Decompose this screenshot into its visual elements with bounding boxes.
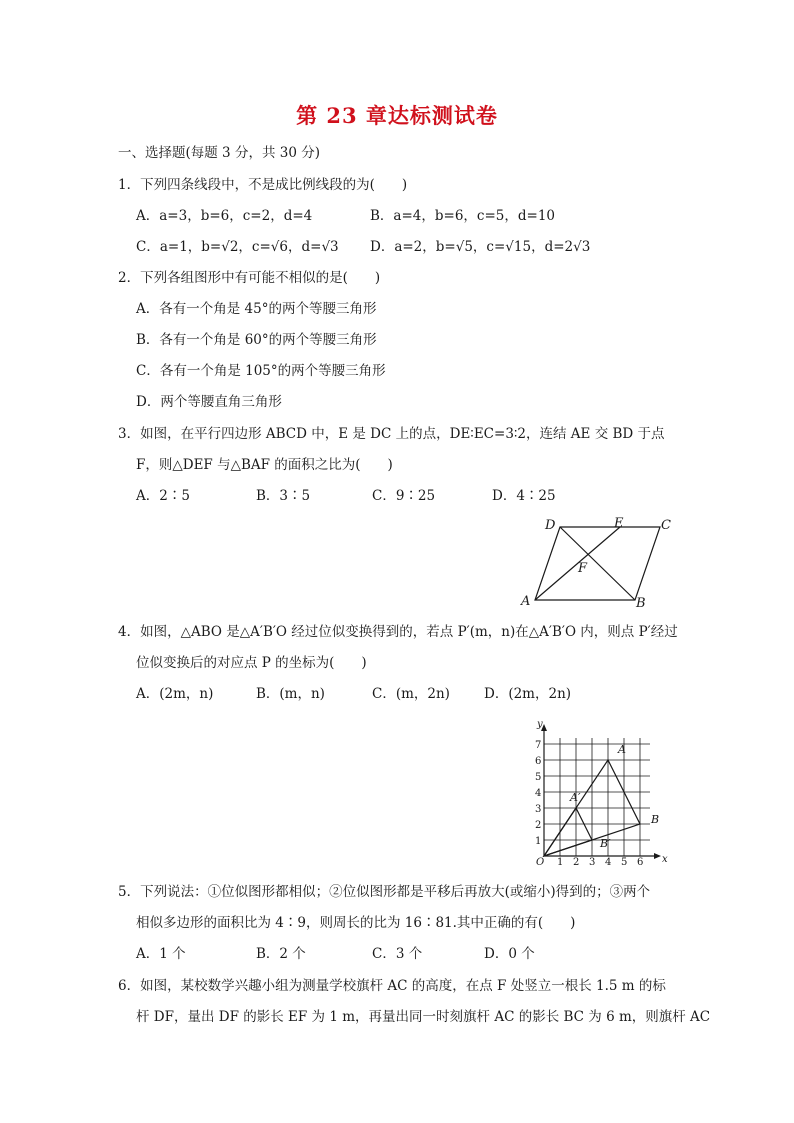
question-2-option-b: B．各有一个角是 60°的两个等腰三角形 bbox=[136, 332, 377, 348]
y-tick-label: 3 bbox=[535, 804, 542, 815]
question-2-option-c: C．各有一个角是 105°的两个等腰三角形 bbox=[136, 363, 386, 379]
question-4-stem-line-2: 位似变换后的对应点 P 的坐标为( ) bbox=[136, 655, 367, 671]
label-f: F bbox=[578, 561, 588, 576]
y-tick-label: 6 bbox=[535, 756, 542, 767]
question-3-option-c: C．9∶25 bbox=[372, 488, 436, 504]
question-2-option-d: D．两个等腰直角三角形 bbox=[136, 394, 282, 410]
question-5-option-d: D．0 个 bbox=[484, 946, 535, 962]
segment-bd bbox=[560, 527, 635, 600]
question-2-stem: 2．下列各组图形中有可能不相似的是( ) bbox=[118, 270, 381, 286]
x-tick-label: 2 bbox=[573, 857, 580, 865]
question-4-option-a: A．(2m，n) bbox=[136, 686, 214, 702]
point-a-label: A bbox=[618, 743, 626, 756]
origin-label: O bbox=[536, 857, 545, 865]
label-c: C bbox=[661, 518, 671, 533]
x-tick-label: 5 bbox=[621, 857, 628, 865]
question-3-option-d: D．4∶25 bbox=[492, 488, 556, 504]
label-b: B bbox=[636, 596, 646, 611]
triangle-a1b1o bbox=[544, 808, 592, 856]
y-tick-label: 1 bbox=[535, 836, 542, 847]
question-6-stem-line-1: 6．如图，某校数学兴趣小组为测量学校旗杆 AC 的高度，在点 F 处竖立一根长 1.5 m 的标 bbox=[118, 978, 666, 994]
question-5-option-a: A．1 个 bbox=[136, 946, 186, 962]
question-5-option-c: C．3 个 bbox=[372, 946, 423, 962]
question-1-stem: 1．下列四条线段中，不是成比例线段的为( ) bbox=[118, 177, 408, 193]
page-title: 第 23 章达标测试卷 bbox=[296, 103, 498, 128]
label-a: A bbox=[521, 594, 531, 609]
y-tick-label: 7 bbox=[535, 740, 542, 751]
question-5-stem-line-2: 相似多边形的面积比为 4∶9，则周长的比为 16∶81.其中正确的有( ) bbox=[136, 915, 576, 931]
question-6-stem-line-2: 杆 DF，量出 DF 的影长 EF 为 1 m，再量出同一时刻旗杆 AC 的影长 BC 为 6 m，则旗杆 AC bbox=[136, 1009, 711, 1025]
x-axis-label: x bbox=[662, 854, 668, 865]
x-tick-label: 4 bbox=[605, 857, 612, 865]
question-1-option-d: D．a=2，b=√5，c=√15，d=2√3 bbox=[370, 239, 591, 255]
point-a-prime-label: A′ bbox=[570, 791, 581, 804]
question-3-stem-line-2: F，则△DEF 与△BAF 的面积之比为( ) bbox=[136, 457, 393, 473]
question-4-option-d: D．(2m，2n) bbox=[484, 686, 572, 702]
y-tick-label: 2 bbox=[535, 820, 542, 831]
question-4-option-b: B．(m，n) bbox=[256, 686, 325, 702]
question-3-option-a: A．2∶5 bbox=[136, 488, 190, 504]
point-b-label: B bbox=[651, 813, 660, 826]
x-tick-label: 6 bbox=[637, 857, 644, 865]
question-4-option-c: C．(m，2n) bbox=[372, 686, 450, 702]
question-1-option-b: B．a=4，b=6，c=5，d=10 bbox=[370, 208, 556, 224]
point-b-prime-label: B′ bbox=[600, 837, 611, 850]
question-2-option-a: A．各有一个角是 45°的两个等腰三角形 bbox=[136, 301, 377, 317]
question-3-option-b: B．3∶5 bbox=[256, 488, 311, 504]
question-1-option-c: C．a=1，b=√2，c=√6，d=√3 bbox=[136, 239, 339, 255]
parallelogram-figure bbox=[510, 512, 680, 612]
y-tick-label: 5 bbox=[535, 772, 542, 783]
x-tick-label: 3 bbox=[589, 857, 596, 865]
question-5-option-b: B．2 个 bbox=[256, 946, 306, 962]
coordinate-grid-figure bbox=[525, 715, 675, 865]
label-e: E bbox=[614, 516, 624, 531]
question-4-stem-line-1: 4．如图，△ABO 是△A′B′O 经过位似变换得到的，若点 P′(m，n)在△A′B′O 内，则点 P′经过 bbox=[118, 624, 678, 640]
x-axis-arrow bbox=[654, 853, 661, 859]
y-tick-label: 4 bbox=[535, 788, 542, 799]
question-5-stem-line-1: 5．下列说法：①位似图形都相似；②位似图形都是平移后再放大(或缩小)得到的；③两个 bbox=[118, 884, 651, 900]
label-d: D bbox=[545, 518, 556, 533]
section-heading: 一、选择题(每题 3 分，共 30 分) bbox=[118, 145, 320, 161]
x-tick-label: 1 bbox=[557, 857, 564, 865]
question-3-stem-line-1: 3．如图，在平行四边形 ABCD 中，E 是 DC 上的点，DE∶EC=3∶2，连结 AE 交 BD 于点 bbox=[118, 426, 665, 442]
y-axis-label: y bbox=[537, 719, 543, 730]
question-1-option-a: A．a=3，b=6，c=2，d=4 bbox=[136, 208, 313, 224]
